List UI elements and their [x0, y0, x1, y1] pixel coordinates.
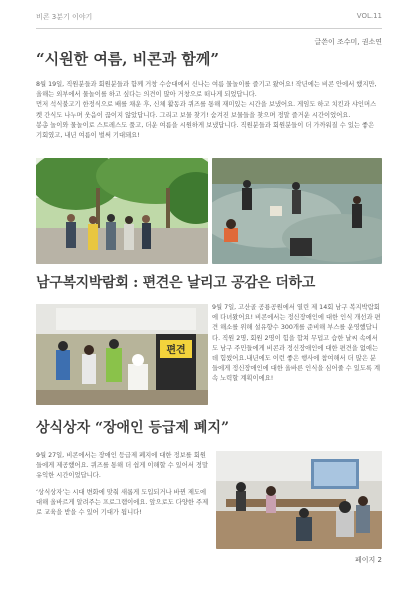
article3-title: 상식상자 “장애인 등급제 폐지” [36, 420, 230, 436]
article1-title: “시원한 여름, 비콘과 함께” [36, 50, 220, 68]
article1-paragraph: 먼저 석식불고기 한정식으로 배를 채운 후, 신체 활동과 퀴즈를 통해 재미있는 시간을 보냈어요. 게임도 하고 치킨과 샤인머스켓 간식도 나누며 웃음이 끊이지 않았답니다. 그리고 보물 찾기! 숨겨진 보물들을 찾으며 정말 즐거운 시간이었어요. [36, 101, 377, 119]
article2-body: 9월 7일, 고산골 공룡공원에서 열린 제 14회 남구 복지박람회에 다녀왔어요! 비콘에서는 정신장애인에 대한 인식 개선과 편견 해소를 위해 설유향수 300개를 준비해 부스를 운영했답니다. 직원 2명, 회원 2명이 힘을 합쳐 무덥고 습한 날씨 속에서도 남구 주민들에게 비콘과 정신장애인에 대한 편견을 없애는 데 힘썼어요.내년에도 이런 좋은 행사에 참여해서 더 많은 분들에게 정신장애인에 대한 올바른 인식을 심어줄 수 있도록 계속 노력할 계획이에요! [212, 304, 381, 383]
article3-paragraph: 9월 27일, 비콘에서는 장애인 등급제 폐지에 대한 정보를 회원들에게 제공했어요. 퀴즈를 통해 더 쉽게 이해할 수 있어서 정말 유익한 시간이었답니다. [36, 452, 209, 480]
article1-body [36, 80, 382, 141]
photo-booth [36, 304, 208, 405]
booth-sign-text: 편견 [166, 345, 186, 356]
page-header [36, 12, 382, 26]
volume-label: VOL.11 [356, 12, 382, 20]
photo-river-play [212, 158, 382, 264]
article3-paragraph: ‘상식상자’는 시대 변화에 맞춰 새롭게 도입되거나 바뀐 제도에 대해 올바르게 알려주는 프로그램이에요. 앞으로도 다양한 주제로 교육을 받을 수 있어 기대가 됩니다! [36, 488, 209, 517]
photo-classroom [216, 451, 382, 549]
article2-title: 남구복지박람회 : 편견은 날리고 공감은 더하고 [36, 275, 315, 291]
photo-group-park [36, 158, 208, 264]
newsletter-name: 비콘 3분기 이야기 [36, 13, 93, 21]
page-number: 페이지 2 [355, 556, 382, 564]
article3-body [36, 451, 210, 518]
article1-paragraph: 8월 19일, 직원분들과 회원분들과 함께 거창 수승대에서 신나는 여름 물놀이를 즐기고 왔어요! 작년에는 비콘 안에서 했지만, 올해는 외부에서 물놀이를 하고 싶다는 의견이 많아 거창으로 떠나게 되었답니다. [36, 81, 377, 99]
article1-paragraph: 봉총 놀이와 물놀이로 스트레스도 풀고, 더운 여름을 시원하게 보냈답니다. 직원분들과 회원분들이 더 가까워질 수 있는 좋은 기회였고, 내년 여름이 벌써 기대돼요! [36, 121, 375, 140]
header-divider [36, 28, 382, 29]
byline: 글쓴이 조수미, 권소연 [314, 38, 382, 46]
